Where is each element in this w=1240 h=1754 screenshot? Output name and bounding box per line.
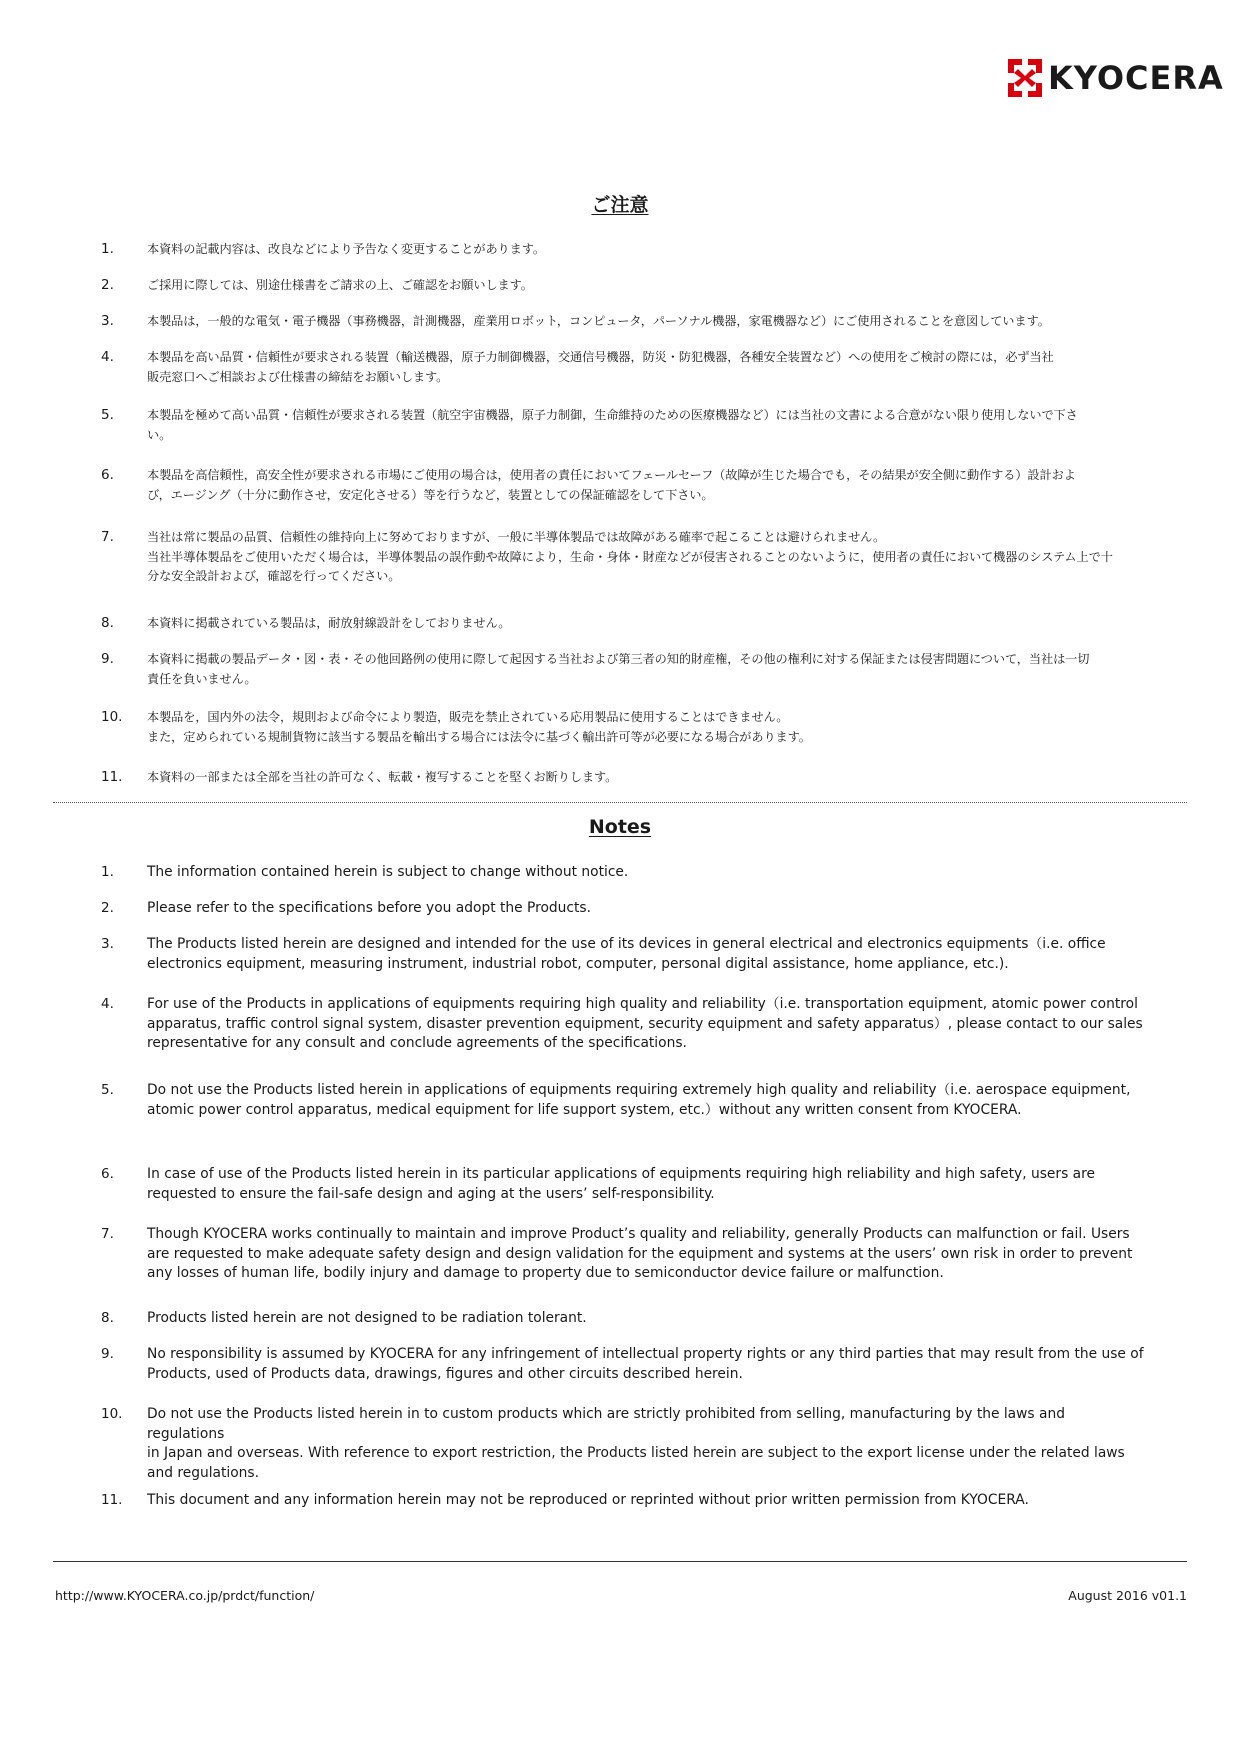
en-note-text: [147, 1345, 1144, 1384]
en-note-number: 9.: [101, 1346, 114, 1362]
jp-note-text: [147, 240, 1144, 260]
en-note-line: Though KYOCERA works continually to maintain and improve Product’s quality and reliability, generally Products can malfunction or fail. Users: [147, 1226, 1130, 1242]
jp-note-number: 11.: [101, 769, 123, 785]
en-note-number: 3.: [101, 936, 114, 952]
jp-note-number: 4.: [101, 349, 114, 365]
jp-note-text: [147, 528, 1144, 587]
footer-version: August 2016 v01.1: [1068, 1588, 1187, 1603]
en-note-line: Do not use the Products listed herein in to custom products which are strictly prohibited from selling, manufacturing by the laws and regulations: [147, 1406, 1065, 1442]
en-note-line: atomic power control apparatus, medical equipment for life support system, etc.）without any written consent from KYOCERA.: [147, 1101, 1022, 1118]
jp-note-line: 分な安全設計および，確認を行ってください。: [147, 569, 401, 583]
section-divider: [53, 802, 1187, 803]
jp-note-line: ご採用に際しては、別途仕様書をご請求の上、ご確認をお願いします。: [147, 278, 533, 292]
jp-note-text: [147, 312, 1144, 332]
jp-note-text: [147, 614, 1144, 634]
en-note-number: 7.: [101, 1226, 114, 1242]
jp-note-line: また，定められている規制貨物に該当する製品を輸出する場合には法令に基づく輸出許可等が必要になる場合があります。: [147, 729, 811, 744]
jp-note-number: 2.: [101, 277, 114, 293]
jp-note-line: 当社半導体製品をご使用いただく場合は，半導体製品の誤作動や故障により，生命・身体・財産などが侵害されることのないように，使用者の責任において機器のシステム上で十: [147, 549, 1113, 564]
jp-note-number: 9.: [101, 651, 114, 667]
jp-note-line: 本資料に掲載の製品データ・図・表・その他回路例の使用に際して起因する当社および第三者の知的財産権，その他の権利に対する保証または侵害問題について，当社は一切: [147, 652, 1090, 666]
kyocera-mark-icon: [1008, 59, 1042, 97]
en-note-text: [147, 1225, 1144, 1284]
jp-note-number: 10.: [101, 709, 123, 725]
jp-note-number: 6.: [101, 467, 114, 483]
brand-wordmark: KYOCERA: [1048, 59, 1224, 97]
jp-note-number: 8.: [101, 615, 114, 631]
en-note-line: Products listed herein are not designed to be radiation tolerant.: [147, 1310, 587, 1326]
footer-url: http://www.KYOCERA.co.jp/prdct/function/: [55, 1588, 315, 1603]
jp-note-text: [147, 650, 1144, 689]
en-note-line: representative for any consult and conclude agreements of the specifications.: [147, 1035, 687, 1051]
en-note-number: 2.: [101, 900, 114, 916]
en-note-number: 11.: [101, 1492, 123, 1508]
jp-note-text: [147, 406, 1144, 445]
jp-note-line: 本資料に掲載されている製品は，耐放射線設計をしておりません。: [147, 616, 511, 630]
en-note-number: 6.: [101, 1166, 114, 1182]
en-note-line: requested to ensure the fail-safe design and aging at the users’ self-responsibility.: [147, 1185, 715, 1202]
en-note-text: [147, 995, 1144, 1054]
en-note-line: Please refer to the specifications before you adopt the Products.: [147, 900, 591, 916]
jp-note-line: 本製品を高信頼性，高安全性が要求される市場にご使用の場合は，使用者の責任においてフェールセーフ（故障が生じた場合でも，その結果が安全側に動作する）設計およ: [147, 468, 1076, 482]
jp-note-number: 7.: [101, 529, 114, 545]
jp-note-text: [147, 768, 1144, 788]
en-note-text: [147, 1309, 1144, 1329]
jp-note-line: 当社は常に製品の品質、信頼性の維持向上に努めておりますが、一般に半導体製品では故障がある確率で起こることは避けられません。: [147, 530, 886, 544]
en-note-number: 5.: [101, 1082, 114, 1098]
jp-section-title: ご注意: [591, 194, 649, 216]
en-note-number: 1.: [101, 864, 114, 880]
en-note-text: [147, 1165, 1144, 1204]
jp-note-line: 本製品を，国内外の法令，規則および命令により製造，販売を禁止されている応用製品に使用することはできません。: [147, 710, 789, 724]
en-note-line: In case of use of the Products listed herein in its particular applications of equipments requiring high reliability and high safety, users are: [147, 1166, 1095, 1182]
jp-note-number: 1.: [101, 241, 114, 257]
jp-note-line: び，エージング（十分に動作させ，安定化させる）等を行うなど，装置としての保証確認をして下さい。: [147, 487, 714, 502]
footer-divider: [53, 1561, 1187, 1562]
jp-note-line: 本製品を極めて高い品質・信頼性が要求される装置（航空宇宙機器，原子力制御，生命維持のための医療機器など）には当社の文書による合意がない限り使用しないで下さ: [147, 408, 1078, 422]
en-note-line: Products, used of Products data, drawings, figures and other circuits described herein.: [147, 1365, 743, 1382]
en-note-number: 4.: [101, 996, 114, 1012]
en-note-line: No responsibility is assumed by KYOCERA for any infringement of intellectual property rights or any third parties that may result from the use of: [147, 1346, 1144, 1362]
en-section-title: Notes: [588, 816, 652, 838]
en-note-line: The Products listed herein are designed and intended for the use of its devices in general electrical and electronics equipments（i.e. office: [147, 936, 1106, 952]
en-note-line: apparatus, traffic control signal system, disaster prevention equipment, security equipment and safety apparatus）, please contact to our sales: [147, 1015, 1143, 1032]
jp-note-line: 本製品を高い品質・信頼性が要求される装置（輸送機器，原子力制御機器，交通信号機器，防災・防犯機器，各種安全装置など）への使用をご検討の際には，必ず当社: [147, 350, 1054, 364]
en-note-number: 10.: [101, 1406, 123, 1422]
en-note-text: [147, 1491, 1144, 1511]
en-note-text: [147, 935, 1144, 974]
en-note-line: in Japan and overseas. With reference to export restriction, the Products listed herein are subject to the export license under the related laws: [147, 1445, 1125, 1461]
en-note-text: [147, 863, 1144, 883]
jp-note-line: 責任を負いません。: [147, 671, 257, 686]
jp-note-line: 販売窓口へご相談および仕様書の締結をお願いします。: [147, 369, 449, 384]
jp-note-text: [147, 466, 1144, 505]
en-note-number: 8.: [101, 1310, 114, 1326]
jp-note-number: 5.: [101, 407, 114, 423]
jp-note-line: 本資料の記載内容は、改良などにより予告なく変更することがあります。: [147, 242, 545, 256]
en-note-line: are requested to make adequate safety design and design validation for the equipment and systems at the users’ own risk in order to prevent: [147, 1245, 1133, 1262]
en-note-line: For use of the Products in applications of equipments requiring high quality and reliability（i.e. transportation equipment, atomic power control: [147, 996, 1138, 1012]
en-note-line: electronics equipment, measuring instrument, industrial robot, computer, personal digital assistance, home appliance, etc.).: [147, 955, 1009, 972]
en-note-line: any losses of human life, bodily injury and damage to property due to semiconductor device failure or malfunction.: [147, 1265, 944, 1281]
en-note-line: This document and any information herein may not be reproduced or reprinted without prior written permission from KYOCERA.: [147, 1492, 1029, 1508]
en-note-text: [147, 1081, 1144, 1120]
en-note-text: [147, 899, 1144, 919]
jp-note-line: 本製品は，一般的な電気・電子機器（事務機器，計測機器，産業用ロボット，コンピュータ，パーソナル機器，家電機器など）にご使用されることを意図しています。: [147, 314, 1050, 328]
jp-note-text: [147, 276, 1144, 296]
en-note-text: [147, 1405, 1144, 1483]
jp-note-line: い。: [147, 427, 172, 442]
en-note-line: The information contained herein is subject to change without notice.: [147, 864, 629, 880]
jp-note-line: 本資料の一部または全部を当社の許可なく、転載・複写することを堅くお断りします。: [147, 770, 618, 784]
en-note-line: and regulations.: [147, 1464, 259, 1481]
jp-note-number: 3.: [101, 313, 114, 329]
jp-note-text: [147, 348, 1144, 387]
kyocera-logo: [1008, 56, 1224, 100]
jp-note-text: [147, 708, 1144, 747]
en-note-line: Do not use the Products listed herein in applications of equipments requiring extremely high quality and reliability（i.e. aerospace equipment,: [147, 1082, 1131, 1098]
